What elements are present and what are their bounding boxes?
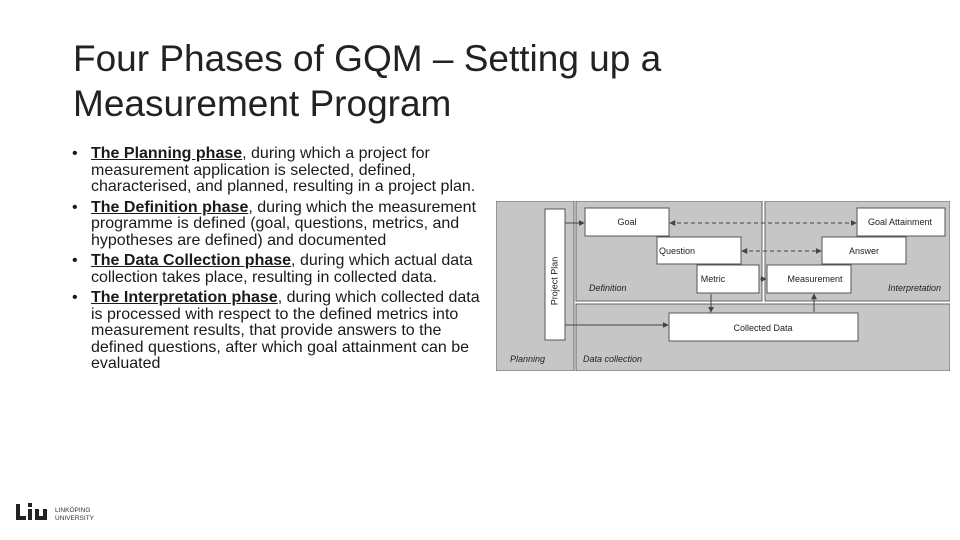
bullet-interpretation	[72, 290, 492, 373]
planning-phase-label: Planning	[510, 354, 546, 364]
bullet-term: The Planning phase	[91, 145, 243, 162]
bullet-term: The Data Collection phase	[91, 252, 292, 269]
slide-title	[73, 36, 773, 126]
university-logo	[14, 500, 104, 526]
interpretation-phase-label: Interpretation	[888, 283, 942, 293]
bullet-term: The Definition phase	[91, 198, 249, 216]
logo-name-line-2: UNIVERSITY	[55, 515, 95, 522]
question-label: Question	[658, 246, 696, 256]
logo-name-line-1: LINKÖPING	[55, 507, 91, 514]
measurement-label: Measurement	[787, 274, 843, 284]
bullet-text: , during which the measurement programme is defined (goal, questions, metrics, and hypotheses are defined) and documented	[91, 198, 477, 249]
bullet-marker: •	[72, 198, 78, 216]
metric-label: Metric	[700, 274, 726, 284]
definition-phase-label: Definition	[589, 283, 627, 293]
bullet-text: , during which a project for measurement application is selected, defined, characterised, and planned, resulting in a project plan.	[91, 145, 476, 195]
bullet-data-collection	[72, 253, 492, 286]
phase-bullet-list	[72, 146, 492, 377]
data-collection-phase-label: Data collection	[583, 354, 643, 364]
goal-label: Goal	[617, 217, 637, 227]
gqm-phase-diagram	[496, 201, 950, 371]
answer-label: Answer	[848, 246, 880, 256]
title-line-1: Four Phases of GQM – Setting up a	[73, 38, 662, 79]
goal-attainment-label: Goal Attainment	[867, 217, 933, 227]
project-plan-label: Project Plan	[549, 256, 560, 306]
title-line-2: Measurement Program	[73, 83, 452, 124]
bullet-marker: •	[72, 145, 78, 162]
bullet-planning	[72, 146, 492, 196]
bullet-term: The Interpretation phase	[91, 289, 278, 306]
collected-data-label: Collected Data	[733, 323, 793, 333]
bullet-definition	[72, 200, 492, 250]
bullet-text: , during which collected data is processed with respect to the defined metrics into measurement results, that provide answers to the defined questions, after which goal attainment can be evaluated	[91, 289, 480, 372]
logo-mark-icon	[16, 503, 47, 520]
bullet-marker: •	[72, 289, 78, 306]
bullet-text: , during which actual data collection takes place, resulting in collected data.	[91, 252, 473, 286]
bullet-marker: •	[72, 252, 78, 269]
